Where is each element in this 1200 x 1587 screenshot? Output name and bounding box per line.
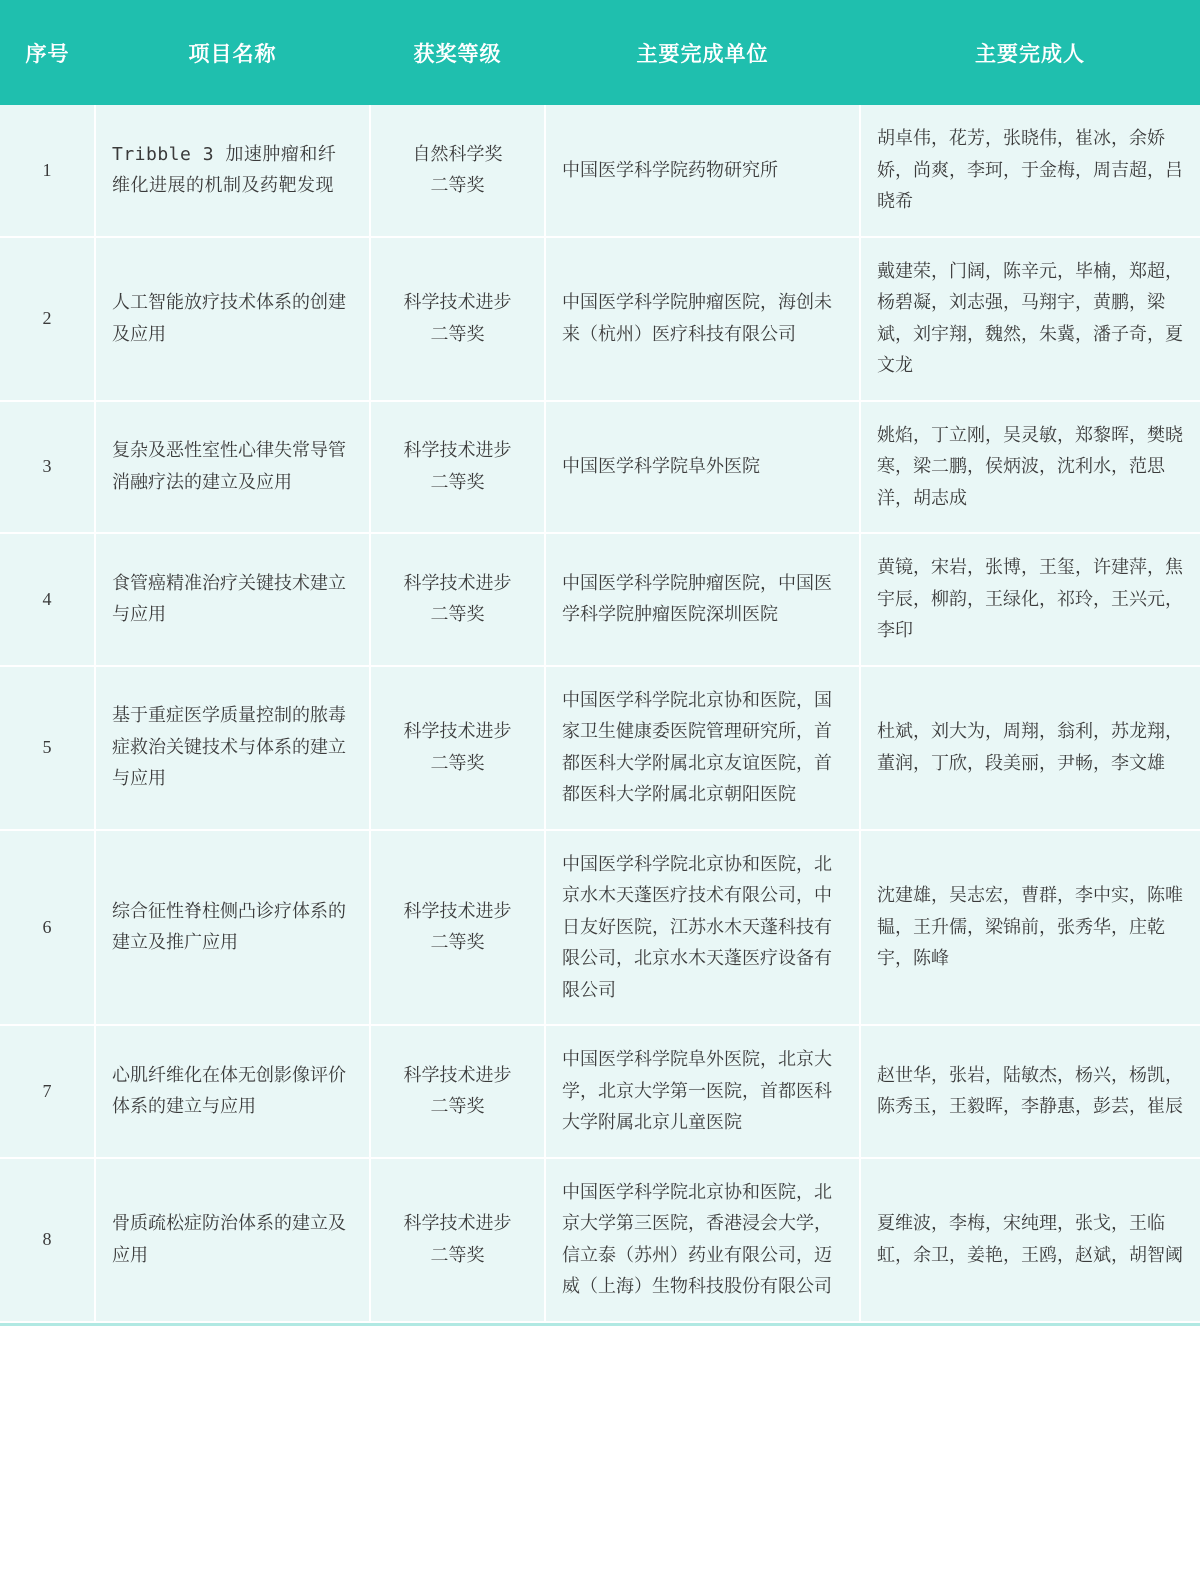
cell-organizations: 中国医学科学院阜外医院 [545, 401, 860, 534]
column-header-organizations: 主要完成单位 [545, 0, 860, 105]
cell-contributors: 赵世华，张岩，陆敏杰，杨兴，杨凯，陈秀玉，王毅晖，李静惠，彭芸，崔辰 [860, 1025, 1200, 1158]
award-level-line-1: 科学技术进步 [403, 1064, 512, 1085]
cell-organizations: 中国医学科学院北京协和医院，国家卫生健康委医院管理研究所，首都医科大学附属北京友谊医院，首都医科大学附属北京朝阳医院 [545, 666, 860, 830]
cell-no: 2 [0, 237, 95, 401]
cell-organizations: 中国医学科学院药物研究所 [545, 105, 860, 237]
table-row [0, 105, 1200, 237]
column-header-award-level: 获奖等级 [370, 0, 545, 105]
award-level-line-2: 二等奖 [430, 175, 485, 196]
cell-no: 5 [0, 666, 95, 830]
cell-award-level [370, 533, 545, 666]
cell-contributors: 胡卓伟，花芳，张晓伟，崔冰，余娇娇，尚爽，李珂，于金梅，周吉超，吕晓希 [860, 105, 1200, 237]
cell-organizations: 中国医学科学院阜外医院，北京大学，北京大学第一医院，首都医科大学附属北京儿童医院 [545, 1025, 860, 1158]
column-header-contributors: 主要完成人 [860, 0, 1200, 105]
cell-project-name: 综合征性脊柱侧凸诊疗体系的建立及推广应用 [95, 830, 370, 1026]
cell-award-level [370, 666, 545, 830]
award-level-line-2: 二等奖 [430, 1096, 485, 1117]
table-row [0, 1025, 1200, 1158]
award-level-line-1: 科学技术进步 [403, 292, 512, 312]
award-level-line-1: 科学技术进步 [403, 440, 512, 461]
cell-award-level [370, 105, 545, 237]
table-row [0, 401, 1200, 534]
cell-contributors: 夏维波，李梅，宋纯理，张戈，王临虹，余卫，姜艳，王鸥，赵斌，胡智阈 [860, 1158, 1200, 1322]
column-header-no: 序号 [0, 0, 95, 105]
cell-contributors: 戴建荣，门阔，陈辛元，毕楠，郑超，杨碧凝，刘志强，马翔宇，黄鹏，梁斌，刘宇翔，魏然，朱冀，潘子奇，夏文龙 [860, 237, 1200, 401]
cell-award-level [370, 830, 545, 1026]
table-row [0, 666, 1200, 830]
cell-no: 7 [0, 1025, 95, 1158]
cell-project-name: 复杂及恶性室性心律失常导管消融疗法的建立及应用 [95, 401, 370, 534]
table-row [0, 830, 1200, 1026]
table-row [0, 1158, 1200, 1322]
cell-award-level [370, 237, 545, 401]
table-header [0, 0, 1200, 105]
cell-project-name: 食管癌精准治疗关键技术建立与应用 [95, 533, 370, 666]
award-level-line-1: 科学技术进步 [403, 900, 512, 921]
cell-organizations: 中国医学科学院北京协和医院，北京大学第三医院，香港浸会大学，信立泰（苏州）药业有限公司，迈威（上海）生物科技股份有限公司 [545, 1158, 860, 1322]
award-level-line-2: 二等奖 [430, 932, 485, 953]
cell-contributors: 沈建雄，吴志宏，曹群，李中实，陈唯韫，王升儒，梁锦前，张秀华，庄乾宇，陈峰 [860, 830, 1200, 1026]
cell-project-name: 心肌纤维化在体无创影像评价体系的建立与应用 [95, 1025, 370, 1158]
cell-contributors: 姚焰，丁立刚，吴灵敏，郑黎晖，樊晓寒，梁二鹏，侯炳波，沈利水，范思洋，胡志成 [860, 401, 1200, 534]
cell-project-name: 基于重症医学质量控制的脓毒症救治关键技术与体系的建立与应用 [95, 666, 370, 830]
cell-organizations: 中国医学科学院肿瘤医院，海创未来（杭州）医疗科技有限公司 [545, 237, 860, 401]
award-level-line-2: 二等奖 [430, 323, 485, 344]
cell-contributors: 黄镜，宋岩，张博，王玺，许建萍，焦宇辰，柳韵，王绿化，祁玲，王兴元，李印 [860, 533, 1200, 666]
cell-no: 1 [0, 105, 95, 237]
award-level-line-1: 自然科学奖 [412, 143, 503, 164]
cell-no: 3 [0, 401, 95, 534]
cell-project-name: Tribble 3 加速肿瘤和纤维化进展的机制及药靶发现 [95, 105, 370, 237]
cell-award-level [370, 1025, 545, 1158]
cell-award-level [370, 401, 545, 534]
cell-no: 4 [0, 533, 95, 666]
cell-organizations: 中国医学科学院北京协和医院，北京水木天蓬医疗技术有限公司，中日友好医院，江苏水木天蓬科技有限公司，北京水木天蓬医疗设备有限公司 [545, 830, 860, 1026]
award-level-line-1: 科学技术进步 [403, 572, 512, 593]
cell-organizations: 中国医学科学院肿瘤医院，中国医学科学院肿瘤医院深圳医院 [545, 533, 860, 666]
table-row [0, 237, 1200, 401]
cell-project-name: 骨质疏松症防治体系的建立及应用 [95, 1158, 370, 1322]
award-level-line-1: 科学技术进步 [403, 1213, 512, 1233]
award-level-line-2: 二等奖 [430, 752, 485, 773]
award-level-line-2: 二等奖 [430, 471, 485, 492]
award-level-line-1: 科学技术进步 [403, 721, 512, 741]
column-header-project-name: 项目名称 [95, 0, 370, 105]
table-bottom-rule [0, 1323, 1200, 1326]
cell-no: 6 [0, 830, 95, 1026]
cell-contributors: 杜斌，刘大为，周翔，翁利，苏龙翔，董润，丁欣，段美丽，尹畅，李文雄 [860, 666, 1200, 830]
award-level-line-2: 二等奖 [430, 1244, 485, 1265]
award-level-line-2: 二等奖 [430, 604, 485, 625]
cell-project-name: 人工智能放疗技术体系的创建及应用 [95, 237, 370, 401]
table-body [0, 105, 1200, 1322]
table-row [0, 533, 1200, 666]
header-row [0, 0, 1200, 105]
cell-no: 8 [0, 1158, 95, 1322]
cell-award-level [370, 1158, 545, 1322]
